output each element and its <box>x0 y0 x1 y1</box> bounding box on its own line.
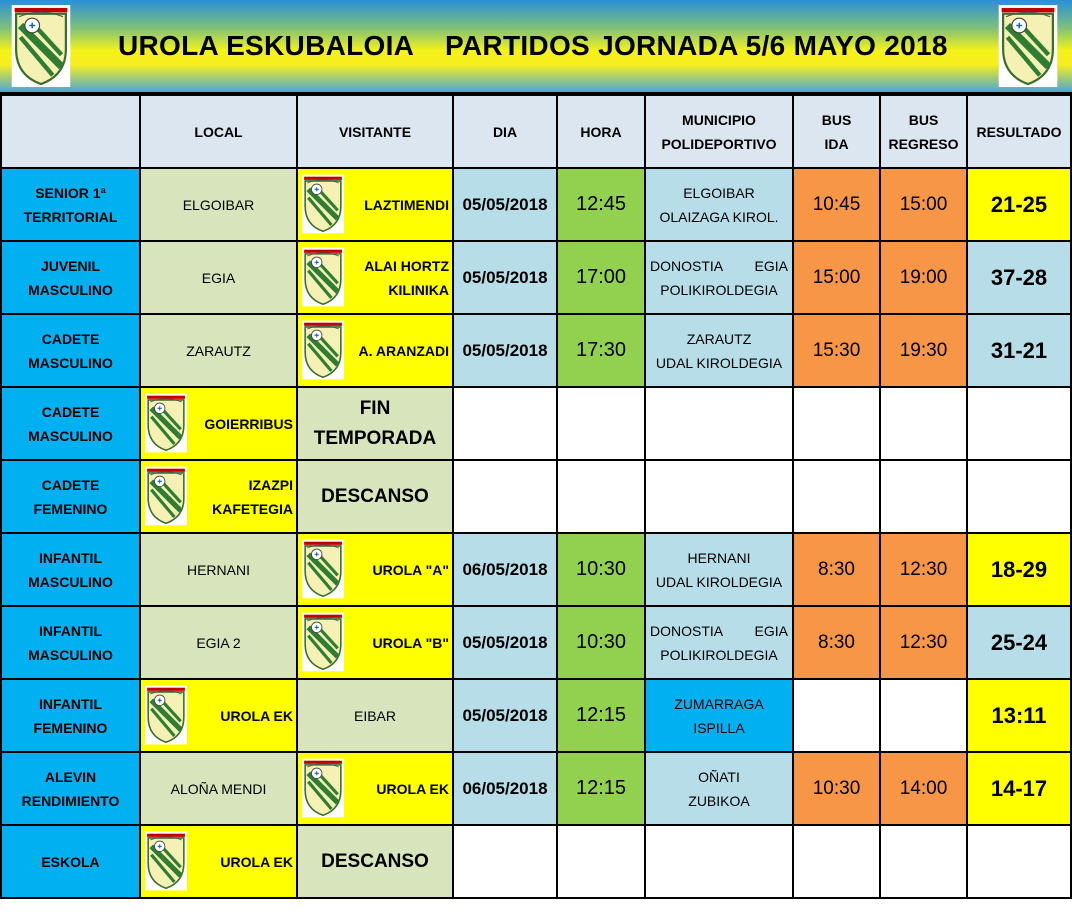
date-cell: 05/05/2018 <box>453 679 557 752</box>
team-name: A. ARANZADI <box>358 342 449 359</box>
urola-crest-icon <box>302 247 344 307</box>
venue-cell <box>645 168 793 241</box>
bus-departure-cell <box>793 679 880 752</box>
bus-departure-cell: 15:30 <box>793 314 880 387</box>
urola-crest-icon <box>302 612 344 672</box>
empty-cell <box>645 825 793 898</box>
visitor-team-cell <box>297 168 453 241</box>
header-row <box>1 95 1071 168</box>
col-header-bus-regreso-line2: REGRESO <box>888 135 959 152</box>
time-cell: 12:15 <box>557 679 645 752</box>
matchday-title: PARTIDOS JORNADA 5/6 MAYO 2018 <box>445 30 948 61</box>
team-name: UROLA "A" <box>372 561 449 578</box>
corner-cell <box>1 95 140 168</box>
time-cell: 17:00 <box>557 241 645 314</box>
result-cell: 14-17 <box>967 752 1071 825</box>
date-cell: 05/05/2018 <box>453 314 557 387</box>
table-row <box>1 679 1071 752</box>
category-line1: JUVENIL <box>40 257 101 274</box>
title-banner <box>0 0 1072 94</box>
urola-crest-icon <box>145 685 187 745</box>
category-cell <box>1 314 140 387</box>
time-cell: 10:30 <box>557 606 645 679</box>
local-team-cell: ZARAUTZ <box>140 314 297 387</box>
category-cell <box>1 752 140 825</box>
time-cell: 10:30 <box>557 533 645 606</box>
date-cell: 06/05/2018 <box>453 533 557 606</box>
table-row <box>1 752 1071 825</box>
local-team-cell: EGIA 2 <box>140 606 297 679</box>
status-note-cell: DESCANSO <box>297 825 453 898</box>
category-line2: RENDIMIENTO <box>21 792 120 809</box>
status-note-cell <box>297 387 453 460</box>
status-note-line1: FIN <box>359 397 391 419</box>
urola-crest-icon <box>145 466 187 526</box>
venue-sports-center: UDAL KIROLDEGIA <box>655 354 783 371</box>
empty-cell <box>793 825 880 898</box>
date-cell: 05/05/2018 <box>453 606 557 679</box>
venue-municipality: ZARAUTZ <box>686 330 752 347</box>
empty-cell <box>793 387 880 460</box>
local-team-cell: EGIA <box>140 241 297 314</box>
visitor-team-cell: EIBAR <box>297 679 453 752</box>
date-cell: 06/05/2018 <box>453 752 557 825</box>
team-name: LAZTIMENDI <box>364 196 449 213</box>
category-line1: INFANTIL <box>39 695 102 712</box>
category-cell <box>1 606 140 679</box>
visitor-team-cell <box>297 241 453 314</box>
team-name: UROLA EK <box>376 780 449 797</box>
category-cell <box>1 387 140 460</box>
urola-crest-icon <box>145 393 187 453</box>
table-row <box>1 168 1071 241</box>
col-header-bus-ida-line1: BUS <box>821 111 852 128</box>
empty-cell <box>880 460 967 533</box>
time-cell: 12:45 <box>557 168 645 241</box>
visitor-team-cell <box>297 533 453 606</box>
team-name <box>364 242 449 313</box>
bus-return-cell: 19:00 <box>880 241 967 314</box>
empty-cell <box>557 387 645 460</box>
venue-sports-center: UDAL KIROLDEGIA <box>655 573 783 590</box>
result-cell: 25-24 <box>967 606 1071 679</box>
urola-crest-icon <box>10 5 72 87</box>
club-title: UROLA ESKUBALOIA <box>118 30 415 61</box>
result-cell: 31-21 <box>967 314 1071 387</box>
result-cell: 21-25 <box>967 168 1071 241</box>
col-header-municipio-line1: MUNICIPIO <box>682 111 756 128</box>
venue-sports-center: POLIKIROLDEGIA <box>660 281 778 298</box>
bus-departure-cell: 10:45 <box>793 168 880 241</box>
bus-departure-cell: 15:00 <box>793 241 880 314</box>
category-cell: ESKOLA <box>1 825 140 898</box>
category-cell <box>1 679 140 752</box>
table-row <box>1 825 1071 898</box>
date-cell: 05/05/2018 <box>453 168 557 241</box>
category-cell <box>1 168 140 241</box>
col-header-hora: HORA <box>557 95 645 168</box>
time-cell: 12:15 <box>557 752 645 825</box>
team-name-line2: KILINIKA <box>388 281 449 298</box>
venue-municipality: DONOSTIA EGIA <box>650 622 788 639</box>
venue-cell <box>645 679 793 752</box>
empty-cell <box>645 387 793 460</box>
bus-return-cell: 14:00 <box>880 752 967 825</box>
category-line1: CADETE <box>41 403 100 420</box>
col-header-bus-regreso <box>880 95 967 168</box>
visitor-team-cell <box>297 752 453 825</box>
local-team-cell: ELGOIBAR <box>140 168 297 241</box>
venue-municipality: ZUMARRAGA <box>674 695 764 712</box>
category-line2: MASCULINO <box>28 573 113 590</box>
date-cell: 05/05/2018 <box>453 241 557 314</box>
bus-return-cell <box>880 679 967 752</box>
table-row <box>1 460 1071 533</box>
table-row <box>1 387 1071 460</box>
venue-sports-center: ISPILLA <box>693 719 745 736</box>
team-name: UROLA EK <box>220 853 293 870</box>
local-team-cell: HERNANI <box>140 533 297 606</box>
table-row <box>1 533 1071 606</box>
venue-sports-center: OLAIZAGA KIROL. <box>659 208 779 225</box>
urola-crest-icon <box>145 831 187 891</box>
team-name-line1: IZAZPI <box>248 476 293 493</box>
category-line2: MASCULINO <box>28 354 113 371</box>
category-line2: MASCULINO <box>28 427 113 444</box>
category-line2: FEMENINO <box>33 719 108 736</box>
bus-departure-cell: 8:30 <box>793 606 880 679</box>
empty-cell <box>967 460 1071 533</box>
venue-cell <box>645 606 793 679</box>
col-header-municipio-line2: POLIDEPORTIVO <box>661 135 777 152</box>
category-line1: INFANTIL <box>39 549 102 566</box>
team-name: UROLA EK <box>220 707 293 724</box>
bus-departure-cell: 8:30 <box>793 533 880 606</box>
col-header-visitante: VISITANTE <box>297 95 453 168</box>
empty-cell <box>967 387 1071 460</box>
result-cell: 37-28 <box>967 241 1071 314</box>
team-name: GOIERRIBUS <box>204 415 293 432</box>
col-header-municipio <box>645 95 793 168</box>
category-line2: MASCULINO <box>28 646 113 663</box>
empty-cell <box>453 460 557 533</box>
local-team-cell: ALOÑA MENDI <box>140 752 297 825</box>
team-name <box>212 461 293 532</box>
venue-cell <box>645 533 793 606</box>
venue-cell <box>645 314 793 387</box>
empty-cell <box>453 825 557 898</box>
venue-cell <box>645 752 793 825</box>
venue-sports-center: POLIKIROLDEGIA <box>660 646 778 663</box>
category-cell <box>1 533 140 606</box>
empty-cell <box>880 387 967 460</box>
category-line1: CADETE <box>41 330 100 347</box>
venue-cell <box>645 241 793 314</box>
table-row <box>1 314 1071 387</box>
category-line2: FEMENINO <box>33 500 108 517</box>
empty-cell <box>557 460 645 533</box>
venue-municipality: HERNANI <box>687 549 751 566</box>
bus-return-cell: 19:30 <box>880 314 967 387</box>
visitor-team-cell <box>297 606 453 679</box>
result-cell: 13:11 <box>967 679 1071 752</box>
team-name-line1: ALAI HORTZ <box>364 257 449 274</box>
table-row <box>1 241 1071 314</box>
team-name: UROLA "B" <box>372 634 449 651</box>
empty-cell <box>967 825 1071 898</box>
category-line1: ALEVIN <box>44 768 97 785</box>
table-row <box>1 606 1071 679</box>
urola-crest-icon <box>302 539 344 599</box>
empty-cell <box>793 460 880 533</box>
urola-crest-icon <box>302 174 344 234</box>
category-line2: TERRITORIAL <box>23 208 118 225</box>
result-cell: 18-29 <box>967 533 1071 606</box>
category-line1: INFANTIL <box>39 622 102 639</box>
fixtures-table <box>0 94 1072 899</box>
col-header-resultado: RESULTADO <box>967 95 1071 168</box>
local-team-cell <box>140 387 297 460</box>
category-line1: SENIOR 1ª <box>35 184 106 201</box>
local-team-cell <box>140 679 297 752</box>
col-header-local: LOCAL <box>140 95 297 168</box>
urola-crest-icon <box>997 5 1059 87</box>
col-header-bus-ida-line2: IDA <box>824 135 849 152</box>
team-name-line2: KAFETEGIA <box>212 500 293 517</box>
venue-municipality: OÑATI <box>698 768 740 785</box>
col-header-bus-regreso-line1: BUS <box>908 111 939 128</box>
bus-return-cell: 12:30 <box>880 533 967 606</box>
empty-cell <box>557 825 645 898</box>
category-cell <box>1 241 140 314</box>
category-cell <box>1 460 140 533</box>
empty-cell <box>645 460 793 533</box>
local-team-cell <box>140 825 297 898</box>
venue-municipality: ELGOIBAR <box>683 184 755 201</box>
bus-return-cell: 12:30 <box>880 606 967 679</box>
urola-crest-icon <box>302 320 344 380</box>
empty-cell <box>880 825 967 898</box>
bus-departure-cell: 10:30 <box>793 752 880 825</box>
col-header-bus-ida <box>793 95 880 168</box>
time-cell: 17:30 <box>557 314 645 387</box>
status-note-cell: DESCANSO <box>297 460 453 533</box>
bus-return-cell: 15:00 <box>880 168 967 241</box>
category-line2: MASCULINO <box>28 281 113 298</box>
empty-cell <box>453 387 557 460</box>
local-team-cell <box>140 460 297 533</box>
venue-municipality: DONOSTIA EGIA <box>650 257 788 274</box>
visitor-team-cell <box>297 314 453 387</box>
status-note-line2: TEMPORADA <box>313 427 437 449</box>
urola-crest-icon <box>302 758 344 818</box>
category-line1: CADETE <box>41 476 100 493</box>
venue-sports-center: ZUBIKOA <box>688 792 750 809</box>
col-header-dia: DIA <box>453 95 557 168</box>
